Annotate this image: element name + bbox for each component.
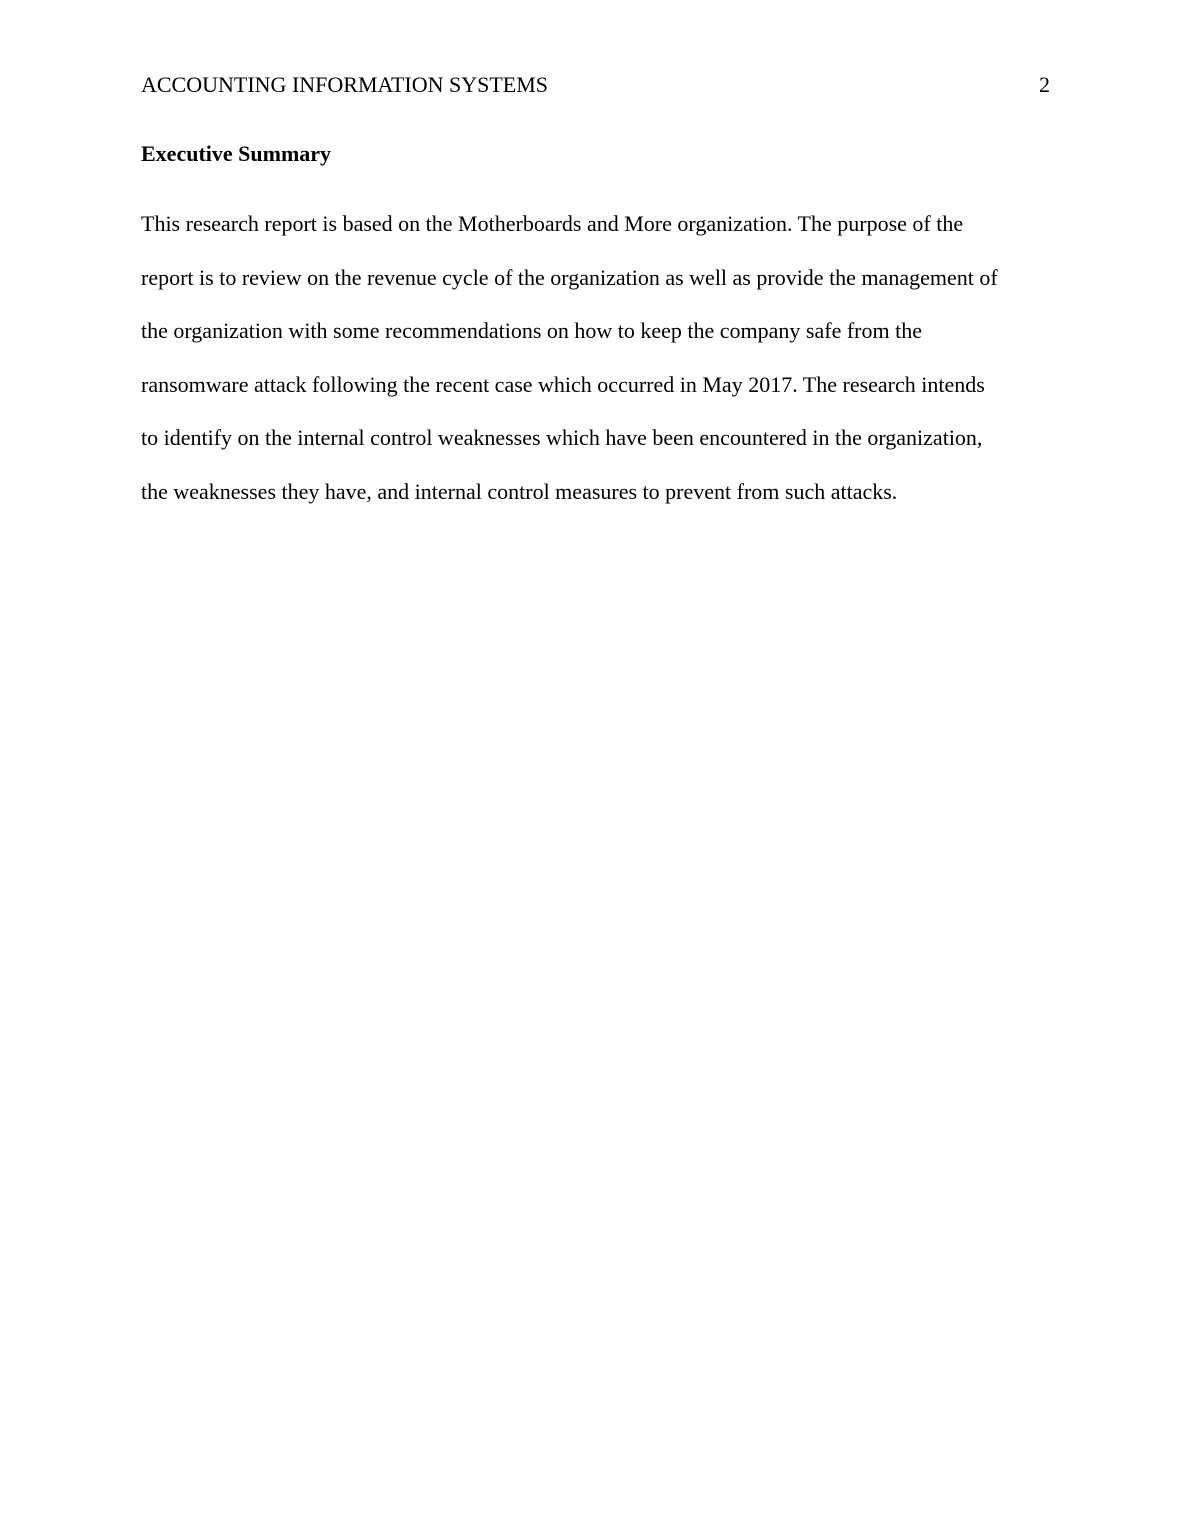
page-number: 2 [1039,72,1050,97]
paragraph-line: the weaknesses they have, and internal control measures to prevent from such attacks. [141,478,898,504]
section-heading: Executive Summary [141,141,332,166]
running-head [141,71,1050,99]
paragraph-line: to identify on the internal control weaknesses which have been encountered in the organization, [141,425,983,451]
paragraph-line: report is to review on the revenue cycle of the organization as well as provide the management of [141,264,998,290]
running-head-title: ACCOUNTING INFORMATION SYSTEMS [141,72,549,97]
paragraph-line: the organization with some recommendations on how to keep the company safe from the [141,318,922,344]
paragraph-line: ransomware attack following the recent case which occurred in May 2017. The research intends [141,371,985,397]
body-paragraph [141,197,1061,519]
paragraph-line: This research report is based on the Motherboards and More organization. The purpose of the [141,211,964,236]
